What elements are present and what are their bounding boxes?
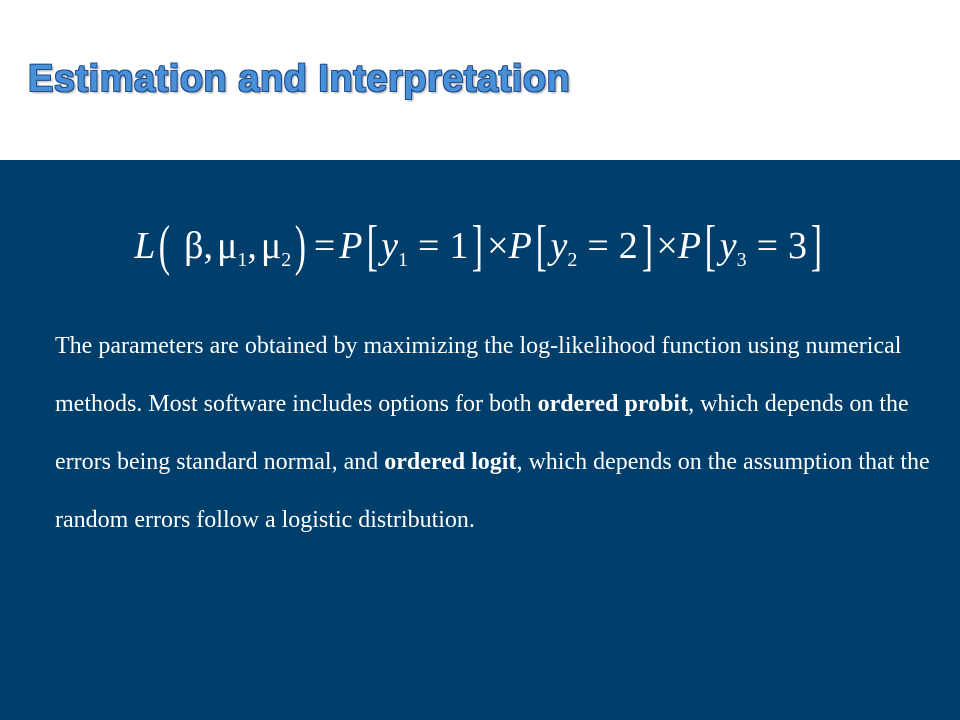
eq-mu2: μ bbox=[260, 225, 282, 267]
eq-mu1: μ bbox=[216, 225, 238, 267]
title-bar bbox=[0, 0, 960, 160]
eq-beta: β bbox=[184, 225, 204, 267]
eq-open-paren: ( bbox=[159, 215, 171, 277]
eq-function-symbol: L bbox=[134, 225, 156, 267]
content-panel bbox=[0, 160, 960, 720]
term-ordered-logit: ordered logit bbox=[384, 449, 517, 475]
eq-close-paren: ) bbox=[294, 215, 307, 277]
likelihood-equation: L( β, $\mu_1$, $\mu_2) = P[y_1 = 1]\times P[y_2 = 2]\times P[y_3 = 3]$ bbox=[134, 215, 822, 277]
slide-title: Estimation and Interpretation bbox=[28, 58, 571, 100]
body-paragraph: The parameters are obtained by maximizing the log-likelihood function using numerical methods. Most software includes options for both ordered probit, which depends on the errors being standard normal, and ordered logit, which depends on the assumption that the random errors follow a logistic distribution. bbox=[55, 333, 930, 533]
term-ordered-probit: ordered probit bbox=[537, 391, 689, 417]
